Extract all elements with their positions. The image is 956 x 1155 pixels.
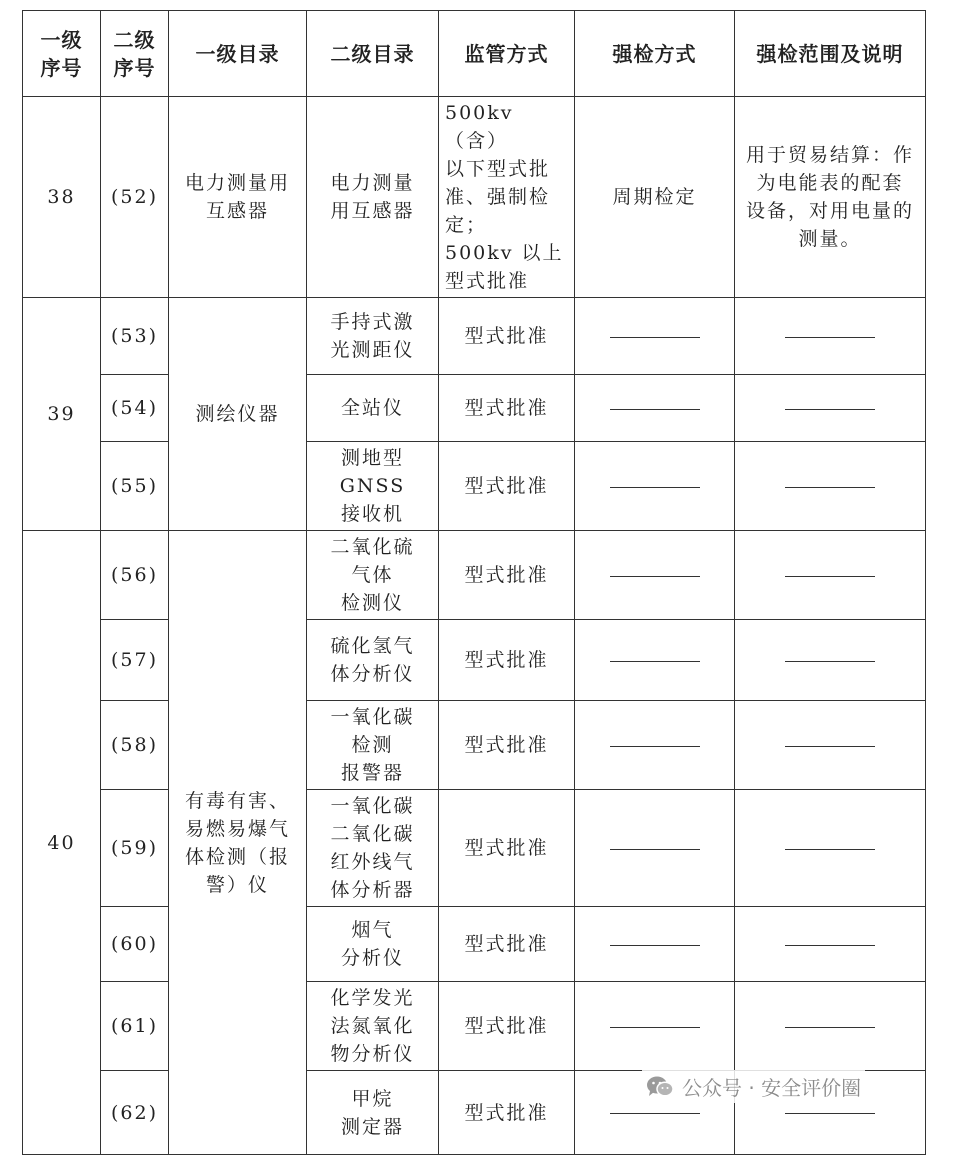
empty-dash [785, 487, 875, 488]
header-level1-no: 一级 序号 [23, 11, 101, 97]
level2-category-cell: 电力测量 用互感器 [307, 97, 439, 298]
table-row [23, 982, 926, 1071]
inspection-cell [575, 982, 735, 1071]
inspection-cell [575, 298, 735, 375]
table-row [23, 97, 926, 298]
level2-category-cell: 二氧化硫 气体 检测仪 [307, 531, 439, 620]
header-level1-category: 一级目录 [169, 11, 307, 97]
scope-cell [735, 298, 926, 375]
level1-no-cell: 40 [23, 531, 101, 1155]
header-scope: 强检范围及说明 [735, 11, 926, 97]
inspection-cell [575, 620, 735, 701]
level2-category-cell: 测地型 GNSS 接收机 [307, 442, 439, 531]
table-row [23, 442, 926, 531]
level2-no-cell: (53) [101, 298, 169, 375]
level2-no-cell: (52) [101, 97, 169, 298]
inspection-cell [575, 907, 735, 982]
scope-cell [735, 982, 926, 1071]
supervision-cell: 500kv（含） 以下型式批 准、强制检 定； 500kv 以上 型式批准 [439, 97, 575, 298]
supervision-cell: 型式批准 [439, 790, 575, 907]
scope-cell [735, 375, 926, 442]
level2-no-cell: (56) [101, 531, 169, 620]
level2-category-cell: 甲烷 测定器 [307, 1071, 439, 1155]
supervision-cell: 型式批准 [439, 442, 575, 531]
empty-dash [610, 1027, 700, 1028]
level2-no-cell: (55) [101, 442, 169, 531]
scope-cell [735, 790, 926, 907]
supervision-cell: 型式批准 [439, 620, 575, 701]
level1-category-cell: 有毒有害、 易燃易爆气 体检测（报 警）仪 [169, 531, 307, 1155]
empty-dash [610, 945, 700, 946]
inspection-cell [575, 790, 735, 907]
level2-category-cell: 一氧化碳 二氧化碳 红外线气 体分析器 [307, 790, 439, 907]
wechat-icon [646, 1075, 674, 1099]
header-row [23, 11, 926, 97]
inspection-cell [575, 375, 735, 442]
supervision-cell: 型式批准 [439, 531, 575, 620]
header-inspection: 强检方式 [575, 11, 735, 97]
level2-category-cell: 一氧化碳 检测 报警器 [307, 701, 439, 790]
level2-no-cell: (61) [101, 982, 169, 1071]
empty-dash [785, 945, 875, 946]
header-supervision: 监管方式 [439, 11, 575, 97]
scope-cell: 用于贸易结算：作 为电能表的配套 设备，对用电量的 测量。 [735, 97, 926, 298]
scope-cell [735, 442, 926, 531]
supervision-cell: 型式批准 [439, 907, 575, 982]
supervision-cell: 型式批准 [439, 375, 575, 442]
table-row [23, 907, 926, 982]
level2-no-cell: (60) [101, 907, 169, 982]
level2-category-cell: 硫化氢气 体分析仪 [307, 620, 439, 701]
watermark [642, 1070, 865, 1103]
table-row [23, 298, 926, 375]
scope-cell [735, 620, 926, 701]
header-level2-category: 二级目录 [307, 11, 439, 97]
level2-no-cell: (59) [101, 790, 169, 907]
supervision-cell: 型式批准 [439, 1071, 575, 1155]
empty-dash [785, 409, 875, 410]
table-row [23, 375, 926, 442]
inspection-cell [575, 701, 735, 790]
empty-dash [610, 337, 700, 338]
header-level2-no: 二级 序号 [101, 11, 169, 97]
empty-dash [785, 1027, 875, 1028]
table-row [23, 620, 926, 701]
watermark-text: 公众号 · 安全评价圈 [682, 1076, 862, 1100]
level2-category-cell: 全站仪 [307, 375, 439, 442]
empty-dash [785, 1113, 875, 1114]
empty-dash [610, 487, 700, 488]
empty-dash [610, 849, 700, 850]
level2-no-cell: (57) [101, 620, 169, 701]
supervision-cell: 型式批准 [439, 701, 575, 790]
level2-no-cell: (62) [101, 1071, 169, 1155]
level1-no-cell: 39 [23, 298, 101, 531]
level1-category-cell: 测绘仪器 [169, 298, 307, 531]
empty-dash [785, 337, 875, 338]
level2-category-cell: 烟气 分析仪 [307, 907, 439, 982]
table-row [23, 701, 926, 790]
level2-category-cell: 手持式激 光测距仪 [307, 298, 439, 375]
empty-dash [610, 661, 700, 662]
inspection-cell [575, 442, 735, 531]
empty-dash [785, 661, 875, 662]
empty-dash [785, 849, 875, 850]
level2-no-cell: (58) [101, 701, 169, 790]
scope-cell [735, 531, 926, 620]
empty-dash [610, 1113, 700, 1114]
supervision-cell: 型式批准 [439, 298, 575, 375]
empty-dash [610, 576, 700, 577]
empty-dash [785, 576, 875, 577]
metrology-catalog-table [22, 10, 926, 1155]
level1-category-cell: 电力测量用 互感器 [169, 97, 307, 298]
scope-cell [735, 907, 926, 982]
empty-dash [610, 746, 700, 747]
inspection-cell [575, 531, 735, 620]
level2-category-cell: 化学发光 法氮氧化 物分析仪 [307, 982, 439, 1071]
level2-no-cell: (54) [101, 375, 169, 442]
supervision-cell: 型式批准 [439, 982, 575, 1071]
inspection-cell: 周期检定 [575, 97, 735, 298]
level1-no-cell: 38 [23, 97, 101, 298]
table-row [23, 531, 926, 620]
table-row [23, 790, 926, 907]
empty-dash [610, 409, 700, 410]
empty-dash [785, 746, 875, 747]
scope-cell [735, 701, 926, 790]
